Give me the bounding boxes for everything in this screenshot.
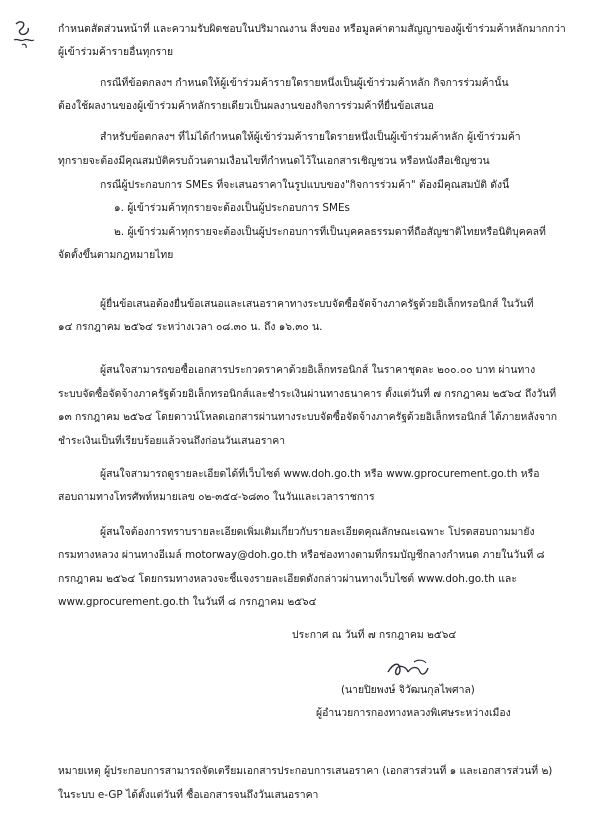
signer-title: ผู้อำนวยการกองทางหลวงพิเศษระหว่างเมือง <box>316 707 511 719</box>
condition-item-2: ๒. ผู้เข้าร่วมค้าทุกรายจะต้องเป็นผู้ประกอบการที่เป็นบุคคลธรรมดาที่ถือสัญชาติไทยหรือนิติบุคคลที่ <box>114 226 546 238</box>
signer-name: (นายปิยพงษ์ จิวัฒนกุลไพศาล) <box>341 684 475 696</box>
purchase-line: ระบบจัดซื้อจัดจ้างภาครัฐด้วยอิเล็กทรอนิกส์และชำระเงินผ่านทางธนาคาร ตั้งแต่วันที่ ๗ กรกฎาคม ๒๕๖๔ ถึงวันที่ <box>58 388 557 400</box>
condition-item-1: ๑. ผู้เข้าร่วมค้าทุกรายจะต้องเป็นผู้ประกอบการ SMEs <box>114 202 350 214</box>
condition-line: จัดตั้งขึ้นตามกฎหมายไทย <box>58 249 174 261</box>
handwritten-initials-icon <box>10 18 38 52</box>
condition-line: กำหนดสัดส่วนหน้าที่ และความรับผิดชอบในปริมาณงาน สิ่งของ หรือมูลค่าตามสัญญาของผู้เข้าร่วมค้าหลักมากกว่า <box>58 23 566 35</box>
condition-line: กรณีผู้ประกอบการ SMEs ที่จะเสนอราคาในรูปแบบของ"กิจการร่วมค้า" ต้องมีคุณสมบัติ ดังนี้ <box>100 179 510 191</box>
signature-icon <box>378 656 448 682</box>
purchase-line: ผู้สนใจสามารถขอซื้อเอกสารประกวดราคาด้วยอิเล็กทรอนิกส์ ในราคาชุดละ ๒๐๐.๐๐ บาท ผ่านทาง <box>100 364 536 376</box>
inquiry-line: กรกฎาคม ๒๕๖๔ โดยกรมทางหลวงจะชี้แจงรายละเอียดดังกล่าวผ่านทางเว็บไซต์ www.doh.go.th และ <box>58 573 517 585</box>
announcement-date: ประกาศ ณ วันที่ ๗ กรกฎาคม ๒๕๖๔ <box>292 629 457 641</box>
footnote-line: ในระบบ e-GP ได้ตั้งแต่วันที่ ซื้อเอกสารจนถึงวันเสนอราคา <box>58 789 319 801</box>
condition-line: กรณีที่ข้อตกลงฯ กำหนดให้ผู้เข้าร่วมค้ารายใดรายหนึ่งเป็นผู้เข้าร่วมค้าหลัก กิจการร่วมค้านั้น <box>100 77 509 89</box>
condition-line: ต้องใช้ผลงานของผู้เข้าร่วมค้าหลักรายเดียวเป็นผลงานของกิจการร่วมค้าที่ยื่นข้อเสนอ <box>58 100 434 112</box>
condition-line: สำหรับข้อตกลงฯ ที่ไม่ได้กำหนดให้ผู้เข้าร่วมค้ารายใดรายหนึ่งเป็นผู้เข้าร่วมค้าหลัก ผู้เข้าร่วมค้า <box>100 131 521 143</box>
inquiry-line: www.gprocurement.go.th ในวันที่ ๘ กรกฎาคม ๒๕๖๔ <box>58 596 317 608</box>
purchase-line: ๑๓ กรกฎาคม ๒๕๖๔ โดยดาวน์โหลดเอกสารผ่านทางระบบจัดซื้อจัดจ้างภาครัฐด้วยอิเล็กทรอนิกส์ ได้ภายหลังจาก <box>58 411 558 423</box>
condition-line: ผู้เข้าร่วมค้ารายอื่นทุกราย <box>58 46 174 58</box>
footnote-line: หมายเหตุ ผู้ประกอบการสามารถจัดเตรียมเอกสารประกอบการเสนอราคา (เอกสารส่วนที่ ๑ และเอกสารส่วนที่ ๒) <box>58 765 553 777</box>
details-line: ผู้สนใจสามารถดูรายละเอียดได้ที่เว็บไซต์ www.doh.go.th หรือ www.gprocurement.go.th หรือ <box>100 468 540 480</box>
inquiry-line: ผู้สนใจต้องการทราบรายละเอียดเพิ่มเติมเกี่ยวกับรายละเอียดคุณลักษณะเฉพาะ โปรดสอบถามมายัง <box>100 526 535 538</box>
purchase-line: ชำระเงินเป็นที่เรียบร้อยแล้วจนถึงก่อนวันเสนอราคา <box>58 435 286 447</box>
submission-line: ผู้ยื่นข้อเสนอต้องยื่นข้อเสนอและเสนอราคาทางระบบจัดซื้อจัดจ้างภาครัฐด้วยอิเล็กทรอนิกส์ ในวันที่ <box>100 298 534 310</box>
condition-line: ทุกรายจะต้องมีคุณสมบัติครบถ้วนตามเงื่อนไขที่กำหนดไว้ในเอกสารเชิญชวน หรือหนังสือเชิญชวน <box>58 155 490 167</box>
inquiry-line: กรมทางหลวง ผ่านทางอีเมล์ motorway@doh.go.th หรือช่องทางตามที่กรมบัญชีกลางกำหนด ภายในวันที่ ๘ <box>58 549 545 561</box>
details-line: สอบถามทางโทรศัพท์หมายเลข ๐๒-๓๕๔-๖๘๓๐ ในวันและเวลาราชการ <box>58 491 375 503</box>
submission-line: ๑๔ กรกฎาคม ๒๕๖๔ ระหว่างเวลา ๐๘.๓๐ น. ถึง ๑๖.๓๐ น. <box>58 321 323 333</box>
